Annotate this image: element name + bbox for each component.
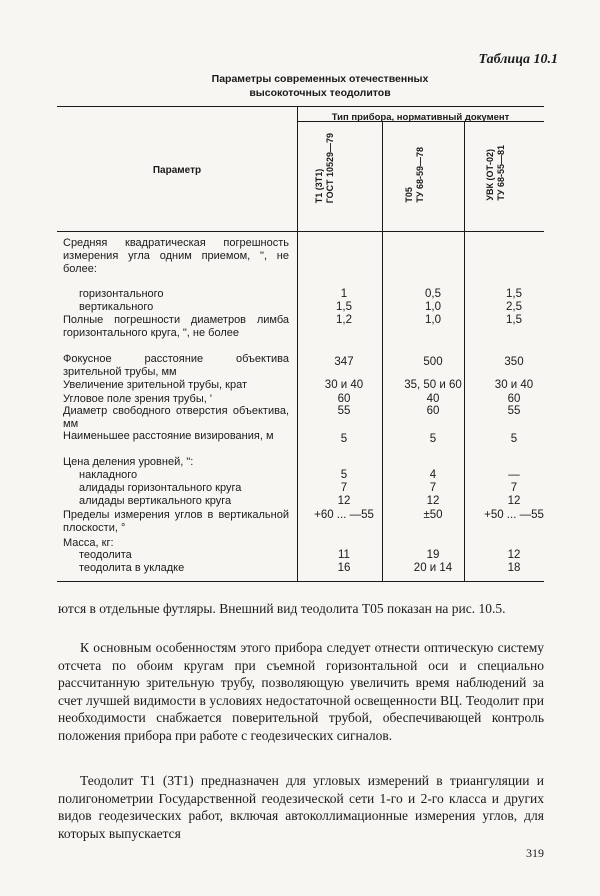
value-cell: 12 xyxy=(507,495,521,507)
value-cell: 0,5 xyxy=(425,288,441,300)
column-header-t1-standard: ГОСТ 10529—79 xyxy=(325,133,335,204)
value-cell: +60 ... —55 xyxy=(314,509,374,521)
value-cell: 5 xyxy=(510,433,518,445)
value-cell: 2,5 xyxy=(506,301,522,313)
value-cell: 60 xyxy=(337,393,351,405)
instrument-type-header: Тип прибора, нормативный документ xyxy=(331,112,510,123)
table-number-label: Таблица 10.1 xyxy=(478,52,558,67)
column-header-t05 xyxy=(404,147,426,203)
text-paragraph: ются в отдельные футляры. Внешний вид теодолита Т05 показан на рис. 10.5. xyxy=(58,601,506,616)
parameter-cell: Наименьшее расстояние визирования, м xyxy=(63,430,274,442)
value-cell: 12 xyxy=(507,549,521,561)
parameter-cell: Диаметр свободного отверстия объектива, мм xyxy=(63,405,289,430)
value-cell: 19 xyxy=(426,549,440,561)
table-caption xyxy=(0,72,600,100)
caption-line-2: высокоточных теодолитов xyxy=(249,87,391,99)
text-paragraph: К основным особенностям этого прибора следует отнести оптическую систему отсчета по обоим кругам при съемной горизонтальной оси и специально рассчитанную зрительную трубу, позволяющую увеличить время наблюдений за счет лучшей видимости в условиях недостаточной освещенности ВЦ. Теодолит при необходимости снабжается поверительной трубой, обеспечивающей контроль положения прибора при работе с геодезических сигналов. xyxy=(58,640,544,743)
caption-line-1: Параметры современных отечественных xyxy=(211,73,429,85)
text-paragraph: Теодолит Т1 (3Т1) предназначен для угловых измерений в триангуляции и полигонометрии Государственной геодезической сети 1-го и 2-го класса и других видов геодезических работ, включая автоколлимационные измерения углов, для которых выпускается xyxy=(58,773,544,841)
column-header-t05-model: T05 xyxy=(404,187,414,203)
page-number: 319 xyxy=(526,846,544,860)
value-cell: 5 xyxy=(429,433,437,445)
column-header-uvk-model: УВК (ОТ-02) xyxy=(485,149,495,201)
column-header-t05-standard: ТУ 68-59—78 xyxy=(415,147,425,203)
value-cell: 60 xyxy=(507,393,521,405)
value-cell: 1,0 xyxy=(425,314,441,326)
value-cell: 7 xyxy=(340,482,348,494)
value-cell: 1,5 xyxy=(336,301,352,313)
parameter-cell: горизонтального xyxy=(79,288,164,300)
parameter-cell: Средняя квадратическая погрешность измерения угла одним приемом, ", не более: xyxy=(63,237,289,275)
value-cell: 1,5 xyxy=(506,314,522,326)
parameter-cell: Увеличение зрительной трубы, крат xyxy=(63,379,247,391)
parameter-cell: Полные погрешности диаметров лимба горизонтального круга, ", не более xyxy=(63,314,289,339)
value-cell: 5 xyxy=(340,433,348,445)
parameter-cell: теодолита xyxy=(79,549,132,561)
value-cell: 7 xyxy=(510,482,518,494)
value-cell: 30 и 40 xyxy=(324,379,364,391)
column-header-t1 xyxy=(314,133,336,203)
parameter-cell: Фокусное расстояние объектива зрительной трубы, мм xyxy=(63,353,289,378)
value-cell: 35, 50 и 60 xyxy=(404,379,462,391)
parameter-cell: Пределы измерения углов в вертикальной плоскости, ° xyxy=(63,509,289,534)
value-cell: 60 xyxy=(426,405,440,417)
column-header-uvk xyxy=(485,145,507,201)
parameter-cell: Цена деления уровней, ": xyxy=(63,456,194,468)
column-header-uvk-standard: ТУ 68-55—81 xyxy=(496,145,506,201)
value-cell: 55 xyxy=(337,405,351,417)
parameter-cell: Масса, кг: xyxy=(63,537,114,549)
value-cell: 1,5 xyxy=(506,288,522,300)
value-cell: 12 xyxy=(337,495,351,507)
value-cell: +50 ... —55 xyxy=(484,509,544,521)
value-cell: 1,2 xyxy=(336,314,352,326)
parameter-cell: накладного xyxy=(79,469,138,481)
value-cell: 30 и 40 xyxy=(494,379,534,391)
value-cell: 55 xyxy=(507,405,521,417)
value-cell: 7 xyxy=(429,482,437,494)
value-cell: 1,0 xyxy=(425,301,441,313)
value-cell: 500 xyxy=(423,356,443,368)
param-column-header: Параметр xyxy=(152,165,202,176)
parameter-cell: теодолита в укладке xyxy=(79,562,185,574)
column-header-t1-model: T1 (3T1) xyxy=(314,168,324,204)
value-cell: 5 xyxy=(340,469,348,481)
value-cell: — xyxy=(508,469,520,481)
value-cell: 347 xyxy=(334,356,354,368)
parameter-cell: алидады вертикального круга xyxy=(79,495,232,507)
table-divider xyxy=(57,231,544,232)
value-cell: 4 xyxy=(429,469,437,481)
value-cell: 16 xyxy=(337,562,351,574)
value-cell: ±50 xyxy=(423,509,443,521)
value-cell: 18 xyxy=(507,562,521,574)
table-divider xyxy=(297,107,298,581)
parameters-table xyxy=(57,106,544,582)
parameter-cell: вертикального xyxy=(79,301,154,313)
value-cell: 12 xyxy=(426,495,440,507)
parameter-cell: Угловое поле зрения трубы, ' xyxy=(63,393,212,405)
value-cell: 350 xyxy=(504,356,524,368)
value-cell: 40 xyxy=(426,393,440,405)
parameter-cell: алидады горизонтального круга xyxy=(79,482,242,494)
value-cell: 1 xyxy=(340,288,348,300)
value-cell: 20 и 14 xyxy=(413,562,453,574)
value-cell: 11 xyxy=(338,549,350,561)
